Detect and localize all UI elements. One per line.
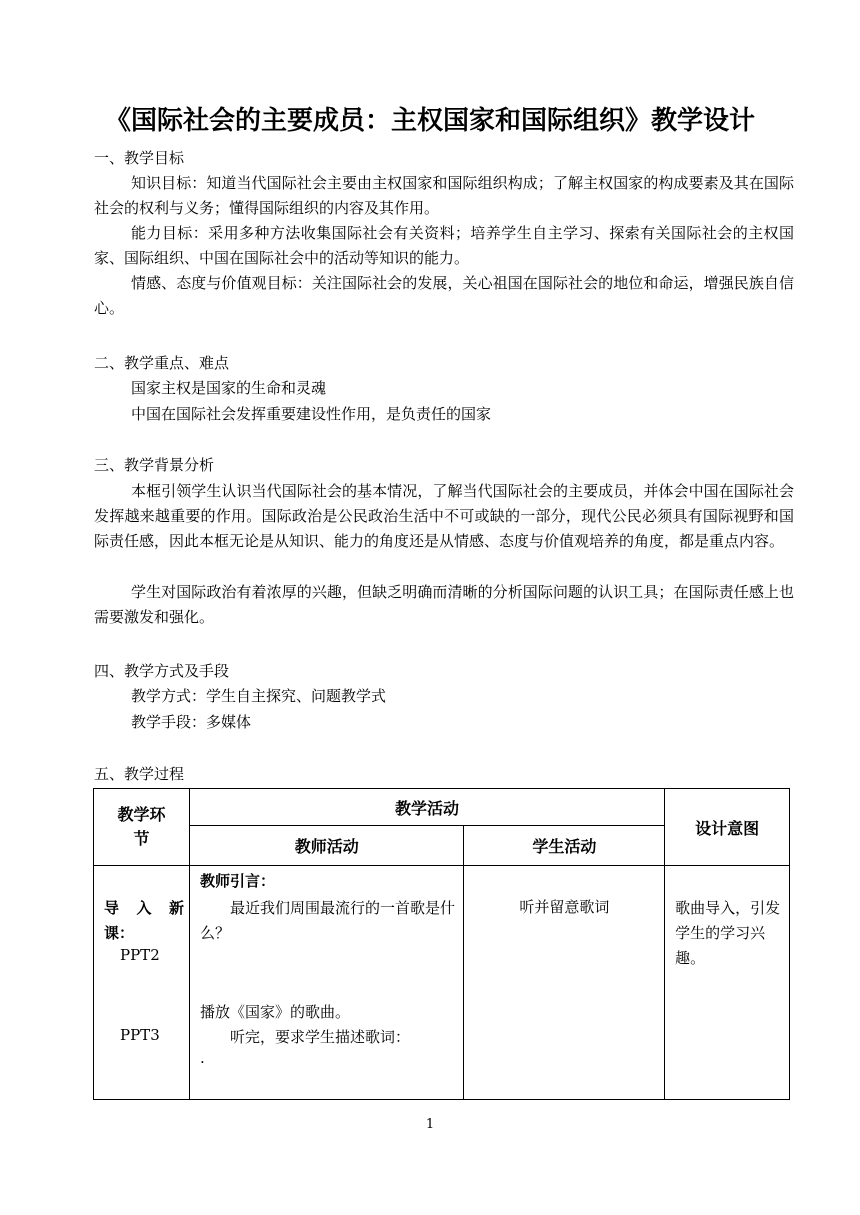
objective-values: 情感、态度与价值观目标：关注国际社会的发展，关心祖国在国际社会的地位和命运，增强民族自信心。: [94, 274, 794, 317]
background-paragraph: 本框引领学生认识当代国际社会的基本情况，了解当代国际社会的主要成员，并体会中国在国际社会发挥越来越重要的作用。国际政治是公民政治生活中不可或缺的一部分，现代公民必须具有国际视野和国际责任感，因此本框无论是从知识、能力的角度还是从情感、态度与价值观培养的角度，都是重点内容。: [94, 482, 794, 550]
section-heading-methods: 四、教学方式及手段: [94, 662, 230, 680]
key-point-item: 国家主权是国家的生命和灵魂: [131, 379, 327, 397]
method-item: 教学方式：学生自主探究、问题教学式: [131, 687, 387, 705]
method-item: 教学手段：多媒体: [131, 713, 252, 731]
section-heading-key-points: 二、教学重点、难点: [94, 354, 230, 372]
teaching-process-table: [93, 788, 790, 1100]
intent-cell: [665, 866, 790, 1100]
ppt-label: PPT2: [120, 946, 160, 964]
header-teacher: 教师活动: [189, 826, 464, 866]
teacher-intro: 教师引言：: [199, 872, 275, 890]
teacher-play: 播放《国家》的歌曲。: [199, 1003, 350, 1021]
key-point-item: 中国在国际社会发挥重要建设性作用，是负责任的国家: [131, 405, 492, 423]
header-activity: 教学活动: [189, 789, 664, 826]
objective-knowledge: 知识目标：知道当代国际社会主要由主权国家和国际组织构成；了解主权国家的构成要素及其在国际社会的权利与义务；懂得国际组织的内容及其作用。: [94, 174, 794, 217]
table-row: [94, 866, 790, 1100]
design-intent: 歌曲导入，引发学生的学习兴趣。: [675, 899, 781, 967]
section-heading-process: 五、教学过程: [94, 765, 185, 783]
teacher-dot: .: [199, 1049, 205, 1067]
header-intent: 设计意图: [665, 789, 790, 866]
section-heading-background: 三、教学背景分析: [94, 456, 215, 474]
document-title: 《国际社会的主要成员：主权国家和国际组织》教学设计: [104, 106, 755, 136]
background-paragraph: 学生对国际政治有着浓厚的兴趣，但缺乏明确而清晰的分析国际问题的认识工具；在国际责任感上也需要激发和强化。: [94, 583, 794, 626]
ppt-label: PPT3: [120, 1026, 160, 1044]
objective-ability: 能力目标：采用多种方法收集国际社会有关资料；培养学生自主学习、探索有关国际社会的主权国家、国际组织、中国在国际社会中的活动等知识的能力。: [94, 224, 794, 267]
header-phase: 教学环节: [94, 789, 190, 866]
teacher-activity-cell: [189, 866, 464, 1100]
phase-cell: [94, 866, 190, 1100]
teacher-question: 最近我们周围最流行的一首歌是什么？: [199, 899, 455, 942]
teacher-after: 听完，要求学生描述歌词：: [229, 1028, 410, 1046]
section-heading-objectives: 一、教学目标: [94, 149, 185, 167]
page-number: 1: [425, 1117, 435, 1132]
phase-label: 导 入 新课：: [104, 899, 184, 942]
header-student: 学生活动: [464, 826, 665, 866]
student-activity: 听并留意歌词: [519, 898, 610, 916]
student-activity-cell: [464, 866, 665, 1100]
